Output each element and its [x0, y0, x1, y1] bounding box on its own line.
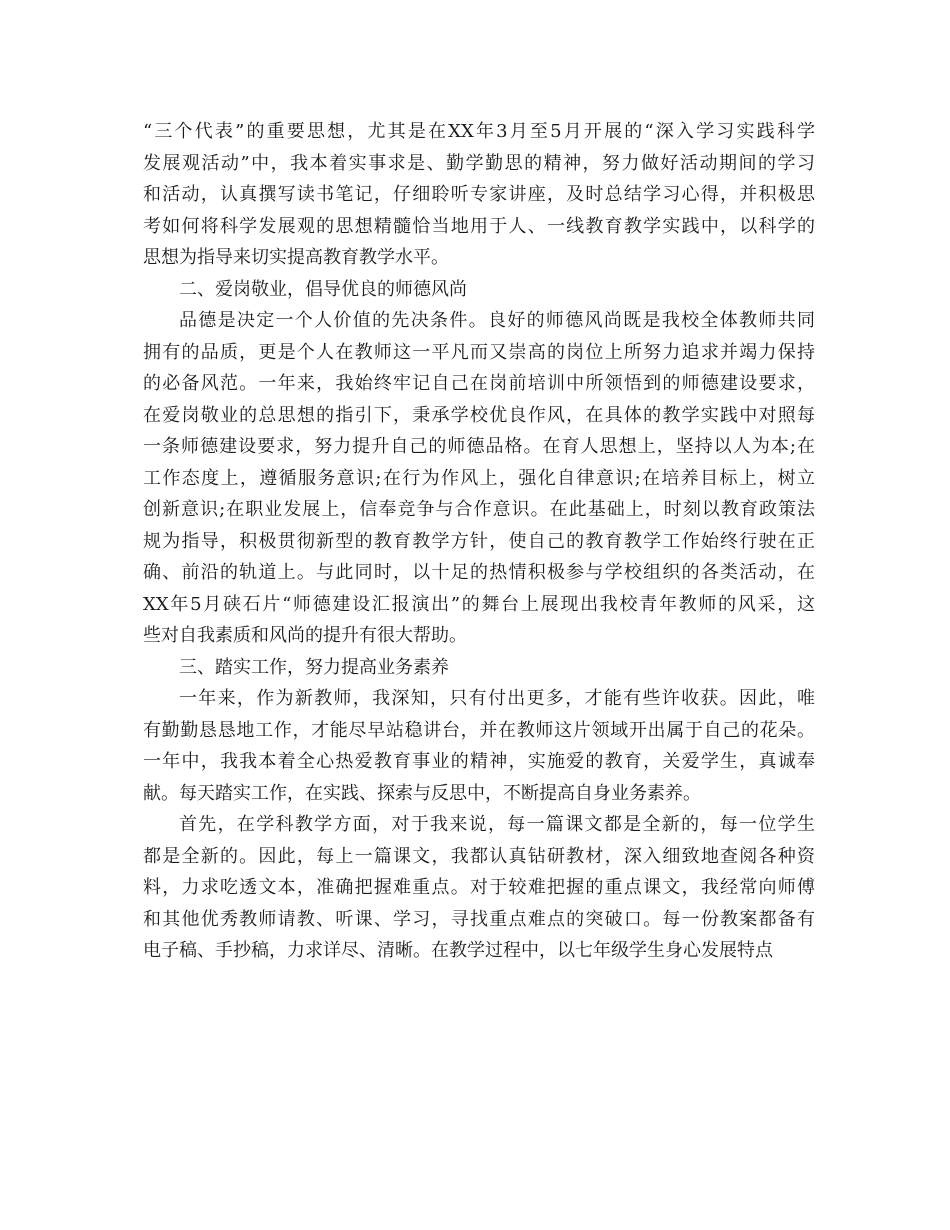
- text-line: 考如何将科学发展观的思想精髓恰当地用于人、一线教育教学实践中，以科学的: [143, 215, 815, 237]
- text-line: 工作态度上，遵循服务意识;在行为作风上，强化自律意识;在培养目标上，树立: [143, 467, 815, 489]
- text-line: XX年5月硖石片“师德建设汇报演出”的舞台上展现出我校青年教师的风采，这: [143, 593, 815, 615]
- text-line: 在爱岗敬业的总思想的指引下，秉承学校优良作风，在具体的教学实践中对照每: [143, 404, 815, 426]
- text-line: 发展观活动”中，我本着实事求是、勤学勤思的精神，努力做好活动期间的学习: [143, 152, 815, 174]
- text-line: 确、前沿的轨道上。与此同时，以十足的热情积极参与学校组织的各类活动，在: [143, 562, 815, 583]
- text-line: 首先，在学科教学方面，对于我来说，每一篇课文都是全新的，每一位学生: [179, 814, 815, 835]
- text-line: 电子稿、手抄稿，力求详尽、清晰。在教学过程中，以七年级学生身心发展特点: [143, 940, 773, 961]
- text-line: 些对自我素质和风尚的提升有很大帮助。: [143, 625, 467, 646]
- text-line: 有勤勤恳恳地工作，才能尽早站稳讲台，并在教师这片领域开出属于自己的花朵。: [143, 719, 815, 741]
- text-line: 创新意识;在职业发展上，信奉竞争与合作意识。在此基础上，时刻以教育政策法: [143, 499, 815, 520]
- section-heading: 二、爱岗敬业，倡导优良的师德风尚: [179, 278, 467, 300]
- text-line: 和其他优秀教师请教、听课、学习，寻找重点难点的突破口。每一份教案都备有: [143, 908, 815, 930]
- text-line: 思想为指导来切实提高教育教学水平。: [143, 247, 449, 268]
- text-line: 一条师德建设要求，努力提升自己的师德品格。在育人思想上，坚持以人为本;在: [143, 436, 815, 457]
- section-heading: 三、踏实工作，努力提高业务素养: [179, 656, 449, 678]
- text-line: 品德是决定一个人价值的先决条件。良好的师德风尚既是我校全体教师共同: [179, 310, 815, 331]
- text-line: 和活动，认真撰写读书笔记，仔细聆听专家讲座，及时总结学习心得，并积极思: [143, 184, 815, 205]
- text-line: 拥有的品质，更是个人在教师这一平凡而又崇高的岗位上所努力追求并竭力保持: [143, 341, 815, 363]
- text-line: 一年来，作为新教师，我深知，只有付出更多，才能有些许收获。因此，唯: [179, 688, 815, 709]
- text-line: 料，力求吃透文本，准确把握难重点。对于较难把握的重点课文，我经常向师傅: [143, 877, 815, 898]
- text-line: 一年中，我我本着全心热爱教育事业的精神，实施爱的教育，关爱学生，真诚奉: [143, 751, 815, 772]
- text-line: 的必备风范。一年来，我始终牢记自己在岗前培训中所领悟到的师德建设要求，: [143, 373, 815, 394]
- text-line: 规为指导，积极贯彻新型的教育教学方针，使自己的教育教学工作始终行驶在正: [143, 530, 815, 552]
- text-line: 献。每天踏实工作，在实践、探索与反思中，不断提高自身业务素养。: [143, 782, 701, 804]
- text-line: 都是全新的。因此，每上一篇课文，我都认真钻研教材，深入细致地查阅各种资: [143, 845, 815, 867]
- text-line: “三个代表”的重要思想，尤其是在XX年3月至5月开展的“深入学习实践科学: [143, 121, 815, 142]
